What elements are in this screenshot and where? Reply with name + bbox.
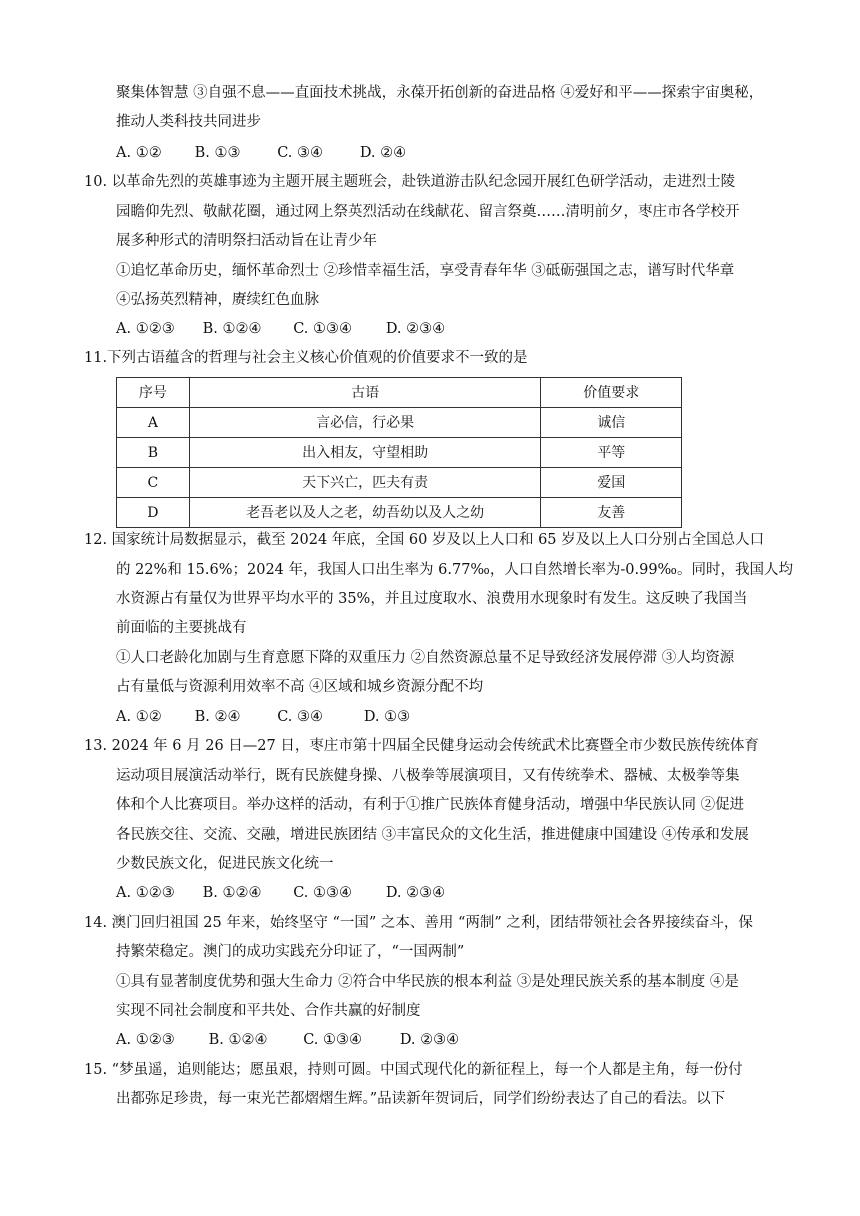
q13-line-5: 少数民族文化，促进民族文化统一 [116, 856, 334, 872]
q9-options [116, 143, 406, 163]
option-d: D. ②④ [359, 145, 407, 161]
row-value: 爱国 [541, 468, 682, 498]
table-row [117, 438, 682, 468]
header-proverb: 古语 [189, 378, 541, 408]
option-c: C. ①③④ [303, 1032, 363, 1048]
q13-line-4: 各民族交往、交流、交融，增进民族团结 ③丰富民众的文化生活，推进健康中国建设 ④传承和发展 [116, 827, 749, 843]
q10-line-4: ①追忆革命历史，缅怀革命烈士 ②珍惜幸福生活，享受青春年华 ③砥砺强国之志，谱写时代华章 [116, 263, 735, 279]
q10-options [116, 319, 445, 339]
option-b: B. ①②④ [202, 321, 262, 337]
option-d: D. ①③ [363, 709, 411, 725]
option-d: D. ②③④ [385, 321, 446, 337]
q13-line-3: 体和个人比赛项目。举办这样的活动，有利于①推广民族体育健身活动，增强中华民族认同 ②促进 [116, 797, 745, 813]
option-b: B. ①②④ [202, 885, 262, 901]
row-label: A [117, 408, 190, 438]
q10-line-5: ④弘扬英烈精神，赓续红色血脉 [116, 292, 319, 308]
q10-line-2: 园瞻仰先烈、敬献花圈，通过网上祭英烈活动在线献花、留言祭奠……清明前夕，枣庄市各学校开 [116, 204, 740, 220]
q14-line-4: 实现不同社会制度和平共处、合作共赢的好制度 [116, 1003, 421, 1019]
q15-line-1: 15. “梦虽遥，追则能达；愿虽艰，持则可圆。中国式现代化的新征程上，每一个人都是主角，每一份付 [84, 1062, 743, 1078]
q13-line-1: 13. 2024 年 6 月 26 日—27 日，枣庄市第十四届全民健身运动会传统武术比赛暨全市少数民族传统体育 [84, 738, 759, 754]
table-row [117, 468, 682, 498]
q12-line-4: 前面临的主要挑战有 [116, 620, 247, 636]
q15-line-2: 出都弥足珍贵，每一束光芒都熠熠生辉。”品读新年贺词后，同学们纷纷表达了自己的看法。以下 [116, 1091, 726, 1107]
option-d: D. ②③④ [385, 885, 446, 901]
option-c: C. ①③④ [293, 885, 353, 901]
table-header-row [117, 378, 682, 408]
q14-options [116, 1030, 459, 1050]
option-a: A. ①②③ [116, 321, 175, 337]
option-c: C. ③④ [277, 709, 324, 725]
q12-line-5: ①人口老龄化加剧与生育意愿下降的双重压力 ②自然资源总量不足导致经济发展停滞 ③人均资源 [116, 650, 735, 666]
option-c: C. ①③④ [293, 321, 353, 337]
header-value: 价值要求 [541, 378, 682, 408]
q9-line-1: 聚集体智慧 ③自强不息——直面技术挑战，永葆开拓创新的奋进品格 ④爱好和平——探索宇宙奥秘， [116, 85, 764, 101]
table-row [117, 498, 682, 528]
option-b: B. ②④ [194, 709, 241, 725]
q13-options [116, 883, 445, 903]
q12-line-3: 水资源占有量仅为世界平均水平的 35%，并且过度取水、浪费用水现象时有发生。这反映了我国当 [116, 591, 748, 607]
q13-line-2: 运动项目展演活动举行，既有民族健身操、八极拳等展演项目，又有传统拳术、器械、太极拳等集 [116, 768, 740, 784]
q12-line-6: 占有量低与资源利用效率不高 ④区域和城乡资源分配不均 [116, 679, 484, 695]
row-label: B [117, 438, 190, 468]
row-value: 友善 [541, 498, 682, 528]
option-b: B. ①②④ [208, 1032, 268, 1048]
row-label: C [117, 468, 190, 498]
row-label: D [117, 498, 190, 528]
q12-options [116, 707, 410, 727]
q12-line-1: 12. 国家统计局数据显示，截至 2024 年底，全国 60 岁及以上人口和 65 岁及以上人口分别占全国总人口 [84, 532, 765, 548]
option-c: C. ③④ [277, 145, 324, 161]
option-a: A. ①②③ [116, 1032, 175, 1048]
option-b: B. ①③ [194, 145, 241, 161]
q10-line-1: 10. 以革命先烈的英雄事迹为主题开展主题班会，赴铁道游击队纪念园开展红色研学活动，走进烈士陵 [84, 174, 736, 190]
q14-line-1: 14. 澳门回归祖国 25 年来，始终坚守 “一国” 之本、善用 “两制” 之利，团结带领社会各界接续奋斗，保 [84, 915, 753, 931]
header-number: 序号 [117, 378, 190, 408]
row-proverb: 老吾老以及人之老，幼吾幼以及人之幼 [189, 498, 541, 528]
option-a: A. ①②③ [116, 885, 175, 901]
row-proverb: 天下兴亡，匹夫有责 [189, 468, 541, 498]
row-proverb: 出入相友，守望相助 [189, 438, 541, 468]
q11-table [116, 377, 682, 528]
q11-stem: 11.下列古语蕴含的哲理与社会主义核心价值观的价值要求不一致的是 [84, 350, 528, 366]
option-d: D. ②③④ [399, 1032, 460, 1048]
q14-line-2: 持繁荣稳定。澳门的成功实践充分印证了，“一国两制” [116, 944, 465, 960]
q14-line-3: ①具有显著制度优势和强大生命力 ②符合中华民族的根本利益 ③是处理民族关系的基本制度 ④是 [116, 974, 739, 990]
q10-line-3: 展多种形式的清明祭扫活动旨在让青少年 [116, 233, 377, 249]
row-value: 平等 [541, 438, 682, 468]
row-value: 诚信 [541, 408, 682, 438]
q12-line-2: 的 22%和 15.6%；2024 年，我国人口出生率为 6.77‰，人口自然增长率为-0.99‰。同时，我国人均 [116, 562, 794, 578]
option-a: A. ①② [116, 709, 162, 725]
table-row [117, 408, 682, 438]
q9-line-2: 推动人类科技共同进步 [116, 114, 261, 130]
row-proverb: 言必信，行必果 [189, 408, 541, 438]
option-a: A. ①② [116, 145, 162, 161]
